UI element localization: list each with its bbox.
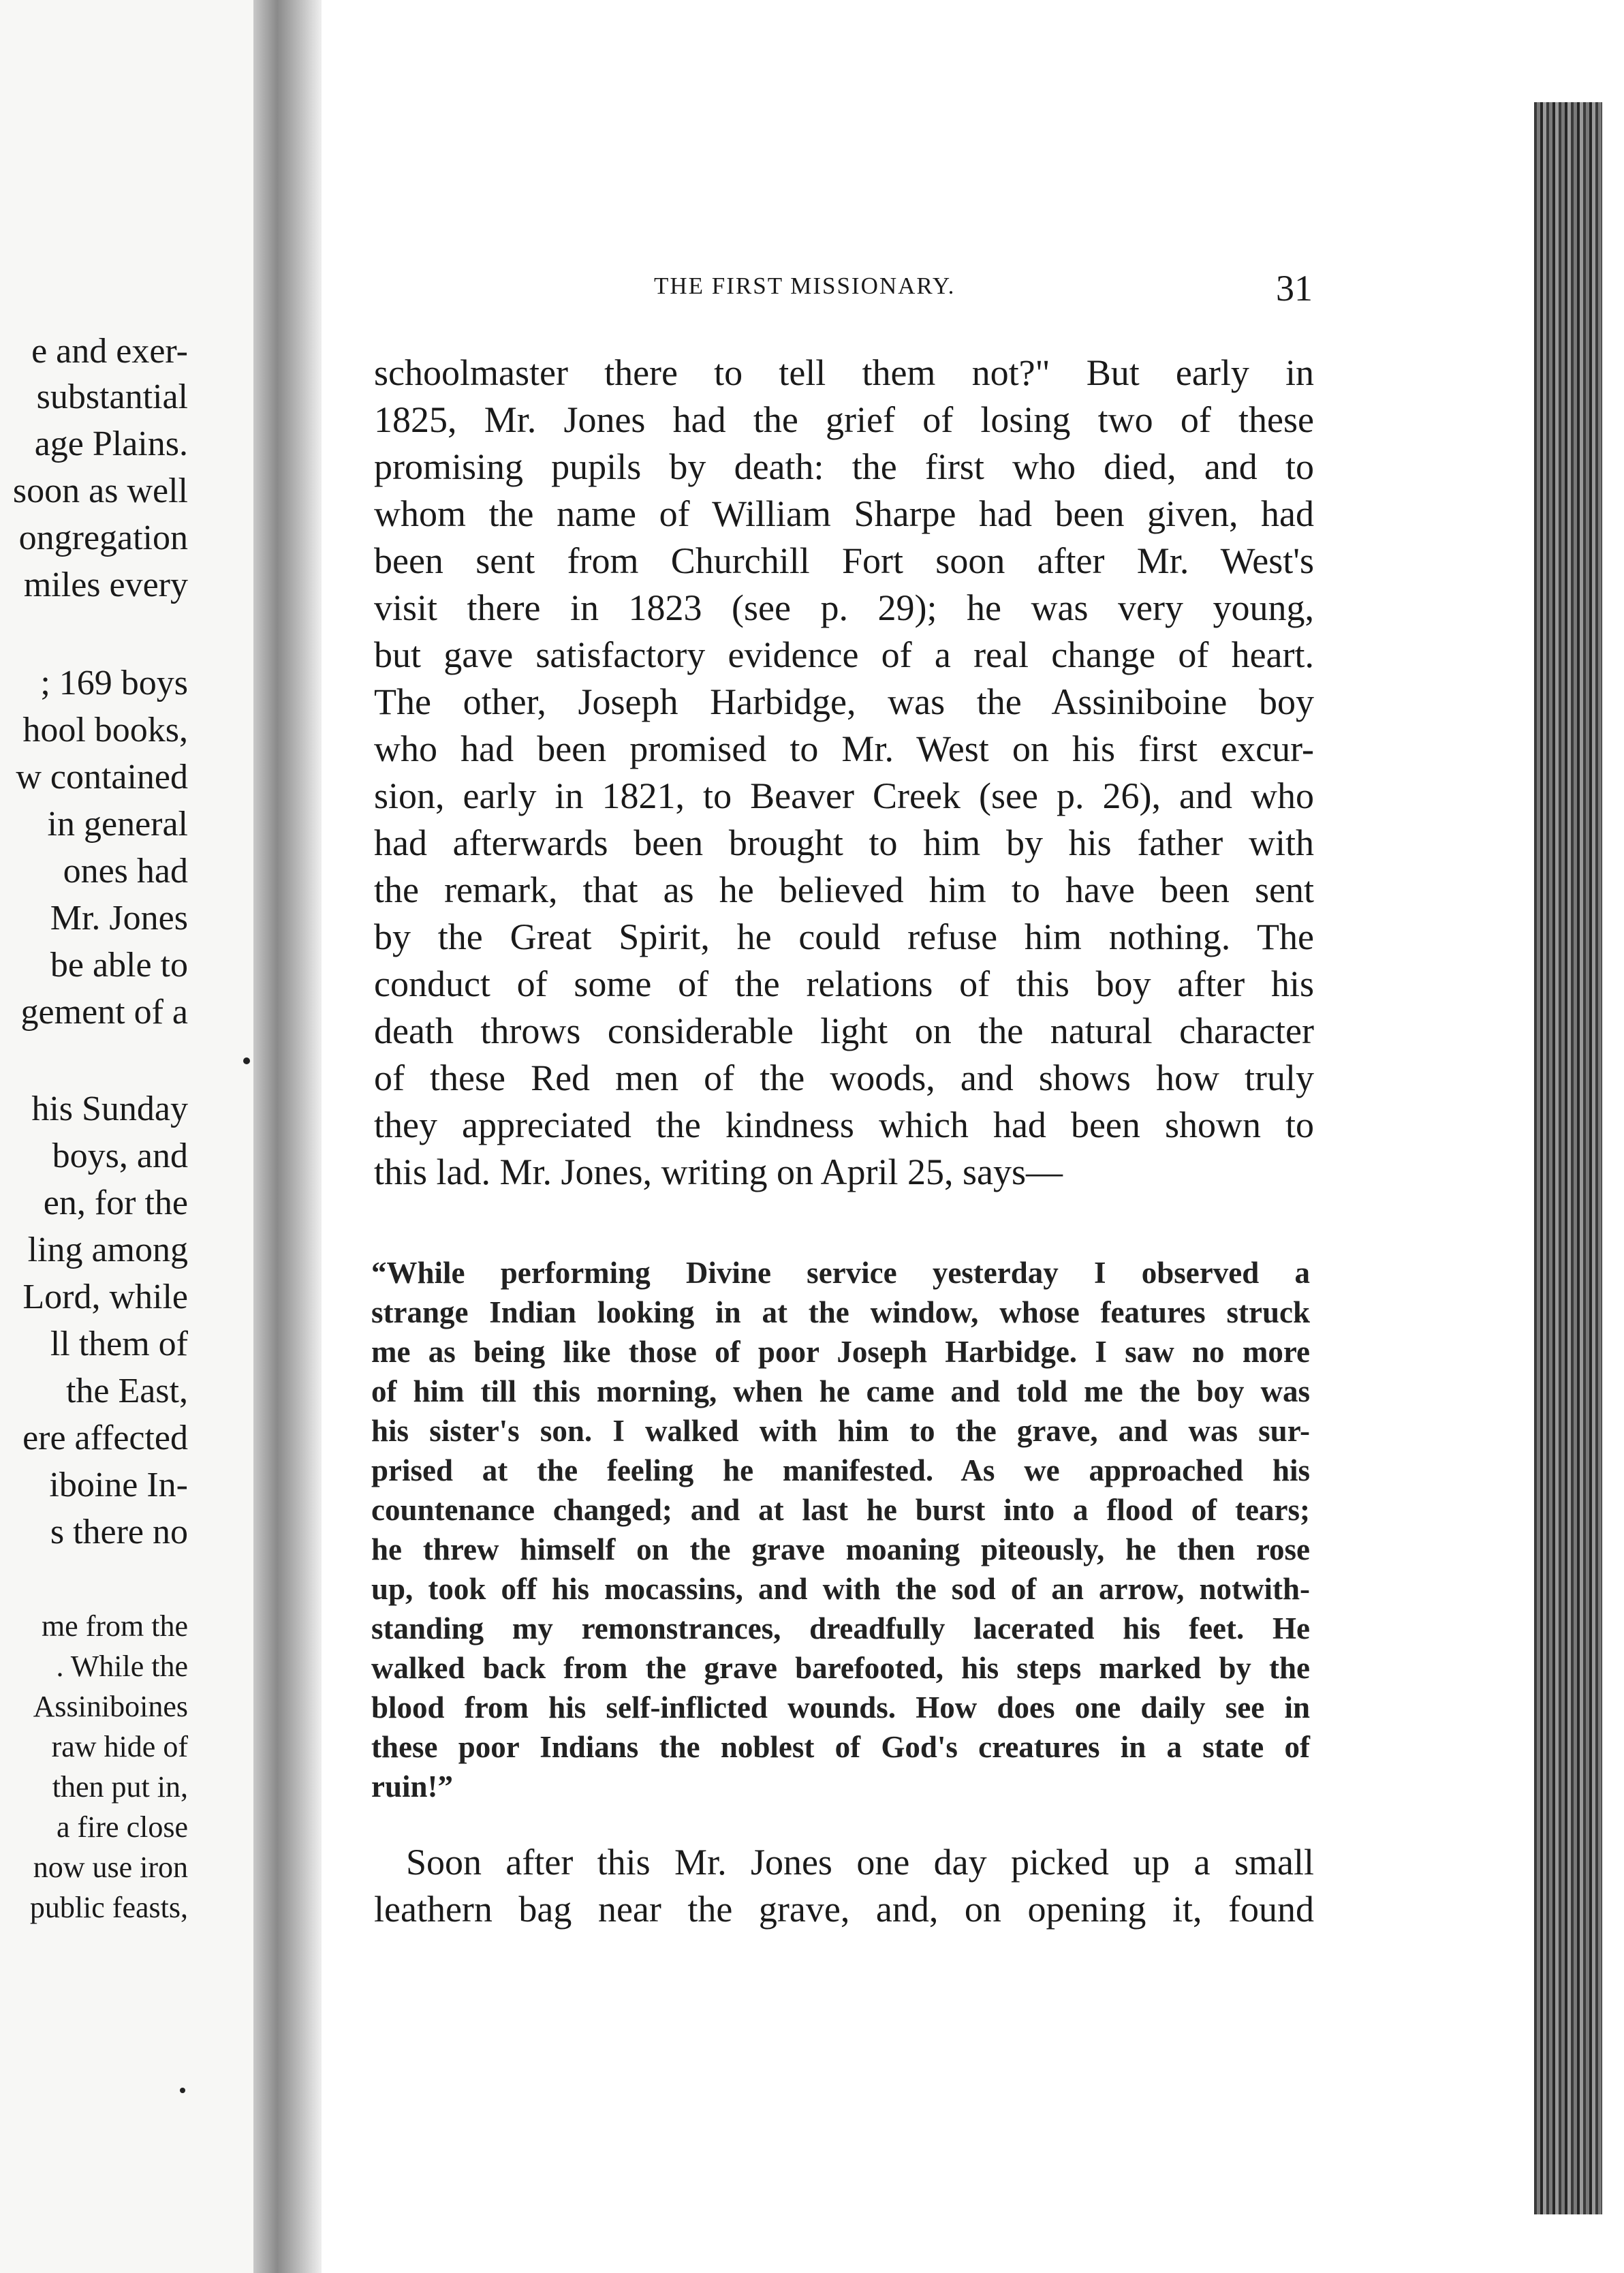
body-line: 1825, Mr. Jones had the grief of losing two of these [374, 399, 1314, 440]
left-page-line: ere affected [22, 1419, 188, 1457]
page-number: 31 [1276, 268, 1313, 309]
left-page-line: gement of a [20, 993, 188, 1032]
body-line: who had been promised to Mr. West on his first excur- [374, 728, 1314, 769]
left-page-line: ling among [27, 1231, 188, 1269]
body-line: of these Red men of the woods, and shows how truly [374, 1057, 1314, 1098]
body-line: the remark, that as he believed him to have been sent [374, 869, 1314, 910]
left-page-line: age Plains. [34, 424, 188, 463]
left-page-line: Assiniboines [33, 1690, 188, 1723]
quote-line: his sister's son. I walked with him to the grave, and was sur- [371, 1414, 1310, 1448]
left-page-line: miles every [23, 566, 188, 604]
quote-line: walked back from the grave barefooted, his steps marked by the [371, 1651, 1310, 1685]
body-line: leathern bag near the grave, and, on opening it, found [374, 1889, 1314, 1930]
left-page-line: me from the [41, 1609, 188, 1643]
quote-line: countenance changed; and at last he burst into a flood of tears; [371, 1493, 1310, 1527]
quote-line: of him till this morning, when he came and told me the boy was [371, 1374, 1310, 1408]
left-facing-page [0, 0, 253, 2273]
left-page-line: ongregation [18, 519, 188, 557]
left-page-line: now use iron [33, 1851, 188, 1884]
left-page-line: raw hide of [51, 1730, 188, 1763]
quote-line: these poor Indians the noblest of God's creatures in a state of [371, 1730, 1310, 1764]
body-line: Soon after this Mr. Jones one day picked up a small [406, 1842, 1314, 1883]
body-line: this lad. Mr. Jones, writing on April 25, says— [374, 1151, 1063, 1192]
left-page-line: s there no [50, 1513, 188, 1551]
body-line: been sent from Churchill Fort soon after Mr. West's [374, 540, 1314, 581]
left-page-line: be able to [50, 946, 188, 985]
print-speck [180, 2088, 185, 2093]
page-edge [1534, 102, 1602, 2214]
quote-line: strange Indian looking in at the window, whose features struck [371, 1295, 1310, 1329]
left-page-line: Mr. Jones [50, 899, 188, 938]
quote-line: standing my remonstrances, dreadfully lacerated his feet. He [371, 1611, 1310, 1645]
left-page-line: ; 169 boys [40, 664, 188, 702]
left-page-line: public feasts, [29, 1891, 188, 1924]
body-line: had afterwards been brought to him by his father with [374, 822, 1314, 863]
quote-line: me as being like those of poor Joseph Harbidge. I saw no more [371, 1335, 1310, 1369]
left-page-line: w contained [16, 758, 188, 797]
left-page-line: substantial [36, 377, 188, 416]
body-line: whom the name of William Sharpe had been given, had [374, 493, 1314, 534]
left-page-line: then put in, [52, 1770, 188, 1804]
body-line: promising pupils by death: the first who died, and to [374, 446, 1314, 487]
quote-line: prised at the feeling he manifested. As we approached his [371, 1453, 1310, 1487]
left-page-line: iboine In- [49, 1466, 188, 1504]
quote-line: blood from his self-inflicted wounds. How does one daily see in [371, 1690, 1310, 1725]
body-line: they appreciated the kindness which had been shown to [374, 1104, 1314, 1145]
left-page-line: the East, [65, 1372, 188, 1410]
print-speck [243, 1057, 250, 1064]
body-line: by the Great Spirit, he could refuse him nothing. The [374, 916, 1314, 957]
left-page-line: his Sunday [31, 1089, 188, 1128]
left-page-line: en, for the [43, 1184, 188, 1222]
quote-line: “While performing Divine service yesterday I observed a [371, 1256, 1310, 1290]
left-page-line: boys, and [52, 1136, 188, 1175]
body-line: schoolmaster there to tell them not?" But early in [374, 352, 1314, 393]
running-title: THE FIRST MISSIONARY. [654, 273, 956, 299]
quote-line: he threw himself on the grave moaning piteously, he then rose [371, 1532, 1310, 1566]
quote-line: up, took off his mocassins, and with the sod of an arrow, notwith- [371, 1572, 1310, 1606]
left-page-line: in general [47, 805, 188, 844]
body-line: death throws considerable light on the natural character [374, 1010, 1314, 1051]
body-line: but gave satisfactory evidence of a real change of heart. [374, 634, 1314, 675]
left-page-line: e and exer- [31, 332, 188, 371]
left-page-line: Lord, while [22, 1278, 188, 1316]
quote-line: ruin!” [371, 1769, 454, 1804]
left-page-line: ll them of [50, 1325, 188, 1363]
left-page-line: ones had [63, 852, 188, 891]
left-page-line: . While the [56, 1650, 188, 1683]
body-line: visit there in 1823 (see p. 29); he was very young, [374, 587, 1314, 628]
scan-margin [1602, 0, 1624, 2273]
left-page-line: soon as well [12, 471, 188, 510]
body-line: The other, Joseph Harbidge, was the Assiniboine boy [374, 681, 1314, 722]
book-gutter [253, 0, 322, 2273]
body-line: sion, early in 1821, to Beaver Creek (see p. 26), and who [374, 775, 1314, 816]
left-page-line: a fire close [57, 1810, 188, 1844]
body-line: conduct of some of the relations of this boy after his [374, 963, 1314, 1004]
left-page-line: hool books, [22, 711, 188, 749]
